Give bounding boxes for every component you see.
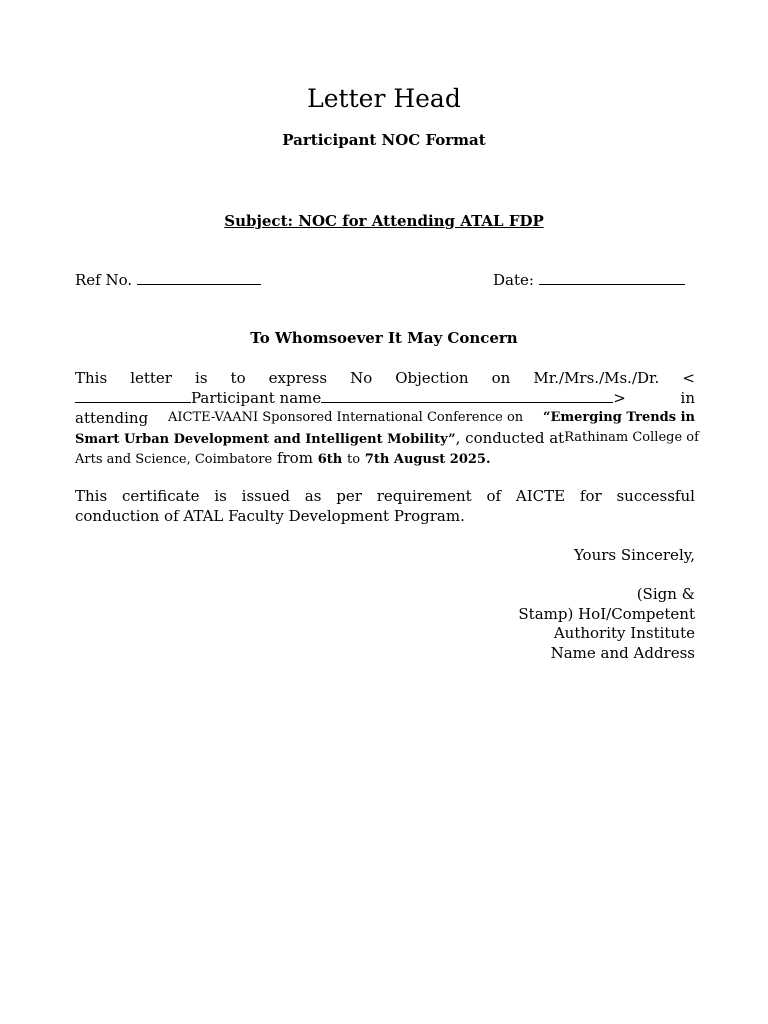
closing: Yours Sincerely, [573, 546, 695, 564]
para2-word: issued [241, 487, 290, 505]
para2-word: per [336, 487, 362, 505]
conference-title-start: “Emerging Trends in [543, 410, 695, 425]
ref-number-field [75, 270, 261, 289]
college-name-start: Rathinam College of [564, 430, 699, 445]
para1-word: No [350, 369, 373, 387]
para2-word: AICTE [515, 487, 566, 505]
sign-line: Name and Address [550, 644, 695, 662]
end-date: 7th August 2025. [364, 452, 491, 467]
para1-word: , conducted at [455, 429, 565, 447]
para2-word: successful [616, 487, 695, 505]
para1-word: Objection [395, 369, 469, 387]
salutation: To Whomsoever It May Concern [250, 329, 518, 347]
para1-word: to [347, 452, 361, 467]
para1-word: letter [130, 369, 172, 387]
sign-line: Stamp) HoI/Competent [518, 605, 695, 623]
para1-word: in [680, 389, 695, 407]
para1-word: attending [75, 409, 149, 427]
name-blank-left [75, 388, 191, 403]
subject-line: Subject: NOC for Attending ATAL FDP [224, 212, 544, 230]
date-label: Date: [493, 271, 534, 289]
para1-line1 [75, 368, 695, 388]
para1-line3 [75, 408, 695, 428]
para1-line4 [75, 428, 699, 450]
letter-head-title: Letter Head [307, 84, 461, 113]
date-field [493, 270, 685, 289]
format-subtitle: Participant NOC Format [282, 131, 486, 149]
para2-line2: conduction of ATAL Faculty Development Program. [75, 507, 465, 525]
para1-word: < [682, 369, 695, 387]
name-blank-right [321, 388, 613, 403]
para2-word: This [75, 487, 108, 505]
para1-word: express [268, 369, 328, 387]
para2-word: of [486, 487, 502, 505]
para2-word: is [214, 487, 227, 505]
date-blank-line [539, 270, 685, 285]
close-bracket: > [613, 389, 626, 407]
para1-line2 [75, 388, 695, 408]
sign-line: Authority Institute [553, 624, 695, 642]
ref-blank-line [137, 270, 261, 285]
para1-line5 [75, 448, 695, 470]
para1-word: to [230, 369, 246, 387]
ref-label: Ref No. [75, 271, 133, 289]
participant-name-placeholder: Participant name [191, 389, 322, 407]
para2-word: as [304, 487, 322, 505]
start-date: 6th [317, 452, 343, 467]
sign-line: (Sign & [636, 585, 695, 603]
para1-word: is [195, 369, 208, 387]
conference-sponsor: AICTE-VAANI Sponsored International Conference on [168, 410, 524, 425]
para2-word: certificate [121, 487, 200, 505]
para1-word: from [276, 449, 313, 467]
para2-word: requirement [376, 487, 472, 505]
conference-title-end: Smart Urban Development and Intelligent Mobility” [75, 432, 456, 447]
para2-word: for [579, 487, 602, 505]
para1-word: This [75, 369, 108, 387]
college-name-end: Arts and Science, Coimbatore [75, 452, 273, 467]
para1-word: Mr./Mrs./Ms./Dr. [533, 369, 660, 387]
para1-word: on [491, 369, 511, 387]
para2-line1 [75, 486, 695, 506]
